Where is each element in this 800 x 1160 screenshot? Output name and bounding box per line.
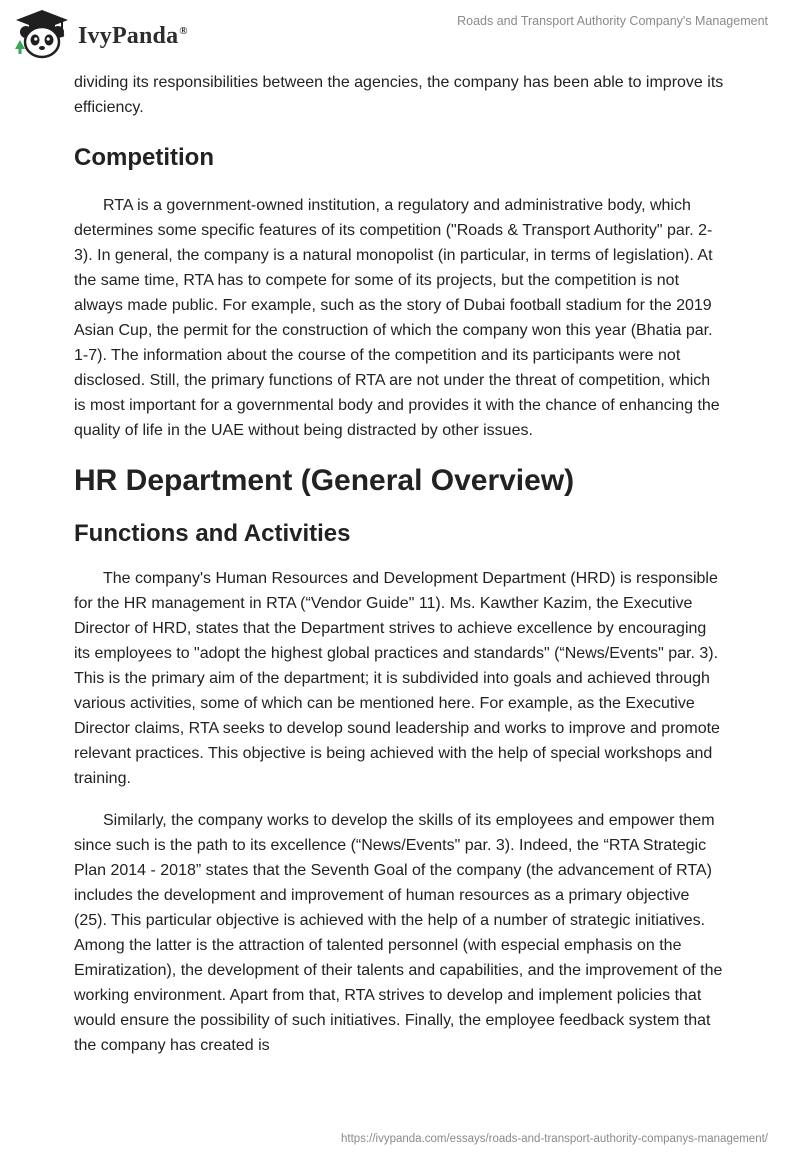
hr-department-heading: HR Department (General Overview) bbox=[74, 464, 575, 497]
document-title: Roads and Transport Authority Company's Management bbox=[457, 14, 768, 28]
hr-paragraph-2: Similarly, the company works to develop the skills of its employees and empower them since such is the path to its excellence (“News/Events" par. 3). Indeed, the “RTA Strategic Plan 2014 - 2018” states that the Seventh Goal of the company (the advancement of RTA) includes the development and improvement of human resources as a primary objective (25). This particular objective is achieved with the help of a number of strategic initiatives. Among the latter is the attraction of talented personnel (with especial emphasis on the Emiratization), the development of their talents and capabilities, and the improvement of the working environment. Apart from that, RTA strives to develop and implement policies that would ensure the possibility of such initiatives. Finally, the employee feedback system that the company has created is bbox=[74, 812, 723, 1054]
essay-content bbox=[74, 70, 726, 1075]
intro-paragraph: dividing its responsibilities between the agencies, the company has been able to improve its efficiency. bbox=[74, 74, 724, 116]
functions-activities-heading: Functions and Activities bbox=[74, 520, 351, 547]
source-url-link[interactable]: https://ivypanda.com/essays/roads-and-transport-authority-companys-management/ bbox=[341, 1133, 768, 1145]
competition-paragraph: RTA is a government-owned institution, a regulatory and administrative body, which determines some specific features of its competition ("Roads & Transport Authority" par. 2-3). In general, the company is a natural monopolist (in particular, in terms of legislation). At the same time, RTA has to compete for some of its projects, but the competition is not always made public. For example, such as the story of Dubai football stadium for the 2019 Asian Cup, the permit for the construction of which the company won this year (Bhatia par. 1-7). The information about the course of the competition and its participants were not disclosed. Still, the primary functions of RTA are not under the threat of competition, which is most important for a governmental body and provides it with the chance of enhancing the quality of life in the UAE without being distracted by other issues. bbox=[74, 197, 720, 439]
ivypanda-logo-link[interactable] bbox=[12, 8, 188, 60]
panda-logo-icon bbox=[12, 8, 72, 60]
hr-paragraph-1: The company's Human Resources and Development Department (HRD) is responsible for the HR management in RTA (“Vendor Guide" 11). Ms. Kawther Kazim, the Executive Director of HRD, states that the Department strives to achieve excellence by encouraging its employees to "adopt the highest global practices and standards" (“News/Events" par. 3). This is the primary aim of the department; it is subdivided into goals and achieved through various activities, some of which can be mentioned here. For example, as the Executive Director claims, RTA seeks to develop sound leadership and works to improve and promote relevant practices. This objective is being achieved with the help of special workshops and training. bbox=[74, 570, 720, 787]
competition-heading: Competition bbox=[74, 144, 214, 171]
brand-name: IvyPanda® bbox=[78, 22, 188, 49]
page-header bbox=[0, 0, 800, 70]
